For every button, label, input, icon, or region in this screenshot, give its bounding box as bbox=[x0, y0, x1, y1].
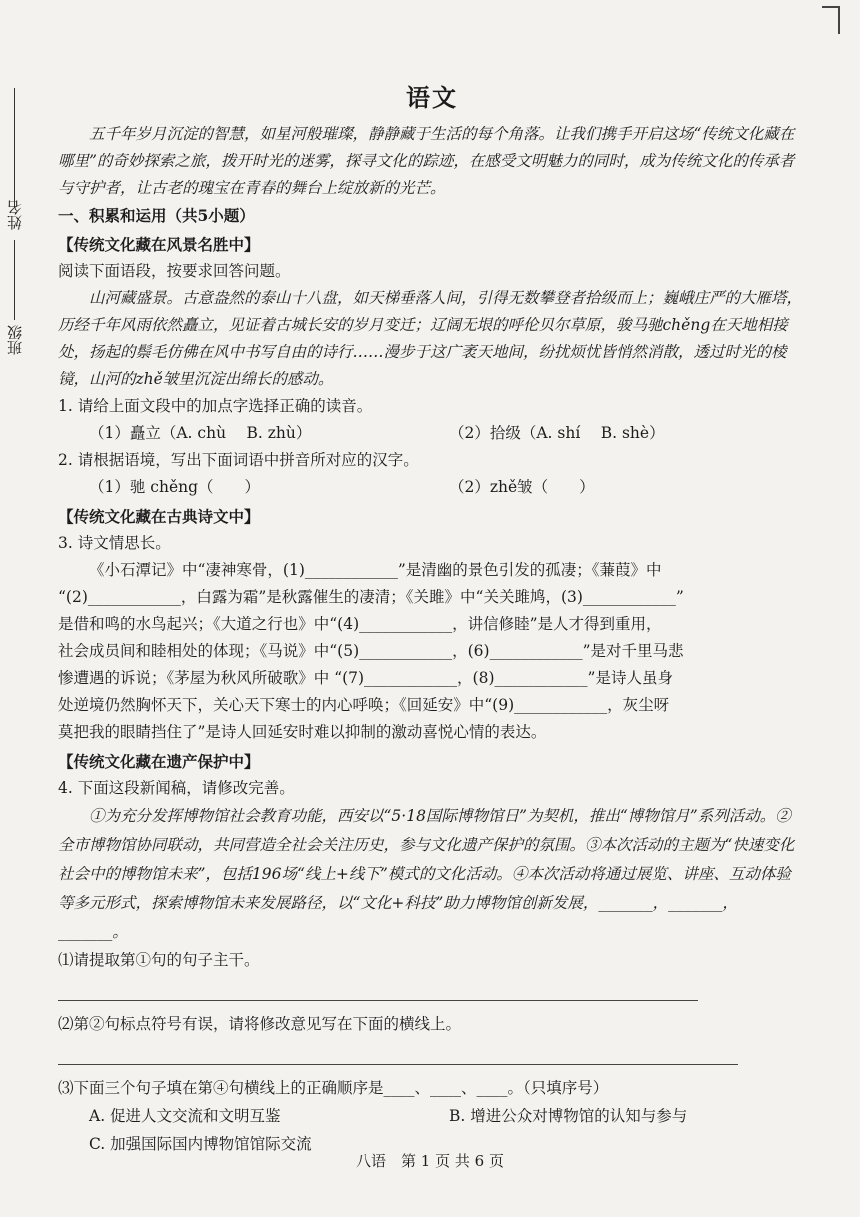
class-label: 班级 bbox=[6, 325, 24, 355]
q3-line: 是借和鸣的水鸟起兴；《大道之行也》中“(4)____________，讲信修睦”是人才得到重用， bbox=[58, 615, 662, 633]
q1-option-1: （1）矗立（A. chù B. zhù） bbox=[89, 424, 312, 442]
name-label: 姓名 bbox=[6, 200, 24, 230]
q2-item-2: （2）zhě皱（ ） bbox=[449, 478, 595, 496]
q3-line: “(2)____________，白露为霜”是秋露催生的凄清；《关雎》中“关关雎鸠，(3)____________” bbox=[58, 588, 684, 606]
corner-mark bbox=[822, 6, 840, 34]
section-heading: 一、积累和运用（共5小题） bbox=[58, 206, 255, 225]
news-passage: ①为充分发挥博物馆社会教育功能，西安以“5·18国际博物馆日”为契机，推出“博物馆月”系列活动。②全市博物馆协同联动，共同营造全社会关注历史，参与文化遗产保护的氛围。③本次活动的主题为“快速变化社会中的博物馆未来”，包括196场“线上+线下”模式的文化活动。④本次活动将通过展览、讲座、互动体验等多元形式，探索博物馆未来发展路径，以“文化+科技”助力博物馆创新发展，_______，_______，_______。 bbox=[58, 807, 795, 941]
main-content bbox=[58, 78, 806, 1158]
q3-line: 社会成员间和睦相处的体现；《马说》中“(5)____________，(6)____________”是对千里马悲 bbox=[58, 642, 684, 660]
q4-part-3-options bbox=[58, 1102, 806, 1130]
q2-item-1: （1）驰 chěng（ ） bbox=[89, 478, 261, 496]
option-a: A. 促进人文交流和文明互鉴 bbox=[89, 1107, 281, 1125]
page-title: 语文 bbox=[406, 83, 458, 112]
q3-line: 惨遭遇的诉说；《茅屋为秋风所破歌》中 “(7)____________，(8)____________”是诗人虽身 bbox=[58, 669, 673, 687]
q3-line: 《小石潭记》中“凄神寒骨，(1)____________”是清幽的景色引发的孤凄；《蒹葭》中 bbox=[89, 561, 662, 579]
page-footer: 八语 第 1 页 共 6 页 bbox=[356, 1152, 504, 1170]
q3-line: 处逆境仍然胸怀天下，关心天下寒士的内心呼唤；《回延安》中“(9)____________，灰尘呀 bbox=[58, 696, 670, 714]
question-2-stem: 2. 请根据语境，写出下面词语中拼音所对应的汉字。 bbox=[58, 451, 419, 469]
class-write-line bbox=[14, 240, 15, 320]
q4-part-2-answer-line[interactable] bbox=[58, 1038, 738, 1065]
q3-line: 莫把我的眼睛挡住了”是诗人回延安时难以抑制的激动喜悦心情的表达。 bbox=[58, 723, 547, 741]
q4-part-2: ⑵第②句标点符号有误，请将修改意见写在下面的横线上。 bbox=[58, 1015, 462, 1033]
binding-margin bbox=[0, 0, 40, 1217]
reading-instruction: 阅读下面语段，按要求回答问题。 bbox=[58, 262, 291, 280]
intro-paragraph: 五千年岁月沉淀的智慧，如星河般璀璨，静静藏于生活的每个角落。让我们携手开启这场“传统文化藏在哪里”的奇妙探索之旅，拨开时光的迷雾，探寻文化的踪迹，在感受文明魅力的同时，成为传统文化的传承者与守护者，让古老的瑰宝在青春的舞台上绽放新的光芒。 bbox=[58, 125, 795, 197]
q1-option-2: （2）拾级（A. shí B. shè） bbox=[449, 424, 665, 442]
question-4-stem: 4. 下面这段新闻稿，请修改完善。 bbox=[58, 779, 295, 797]
q4-part-1-answer-line[interactable] bbox=[58, 974, 698, 1001]
option-c: C. 加强国际国内博物馆馆际交流 bbox=[89, 1135, 312, 1153]
question-3-stem: 3. 诗文情思长。 bbox=[58, 534, 171, 552]
subsection-poetry: 【传统文化藏在古典诗文中】 bbox=[58, 507, 260, 526]
question-1-stem: 1. 请给上面文段中的加点字选择正确的读音。 bbox=[58, 397, 373, 415]
subsection-heritage: 【传统文化藏在遗产保护中】 bbox=[58, 752, 260, 771]
q4-part-1: ⑴请提取第①句的句子主干。 bbox=[58, 951, 260, 969]
option-b: B. 增进公众对博物馆的认知与参与 bbox=[449, 1107, 688, 1125]
name-write-line bbox=[14, 88, 15, 208]
question-2-items bbox=[58, 474, 806, 501]
q4-part-3: ⑶下面三个句子填在第④句横线上的正确顺序是____、____、____。（只填序号） bbox=[58, 1079, 609, 1097]
subsection-scenery: 【传统文化藏在风景名胜中】 bbox=[58, 235, 260, 254]
question-1-options bbox=[58, 420, 806, 447]
scenery-passage: 山河藏盛景。古意盎然的泰山十八盘，如天梯垂落人间，引得无数攀登者拾级而上；巍峨庄严的大雁塔，历经千年风雨依然矗立，见证着古城长安的岁月变迁；辽阔无垠的呼伦贝尔草原，骏马驰chěng在天地相接处，扬起的鬃毛仿佛在风中书写自由的诗行……漫步于这广袤天地间，纷扰烦忧皆悄然消散，透过时光的棱镜，山河的zhě皱里沉淀出绵长的感动。 bbox=[58, 289, 803, 388]
